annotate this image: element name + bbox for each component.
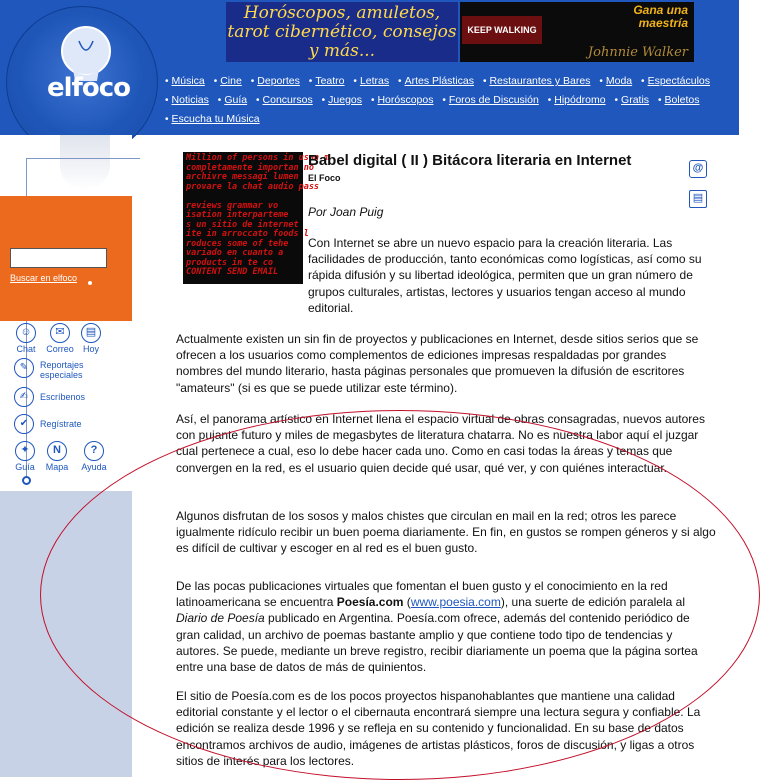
main-navigation [165,72,739,129]
nav-item-wrapper [658,94,706,106]
nav-link[interactable]: Foros de Discusión [448,94,539,106]
email-article-icon[interactable]: @ [689,160,707,178]
search-input[interactable] [10,248,107,268]
correo-label: Correo [46,344,74,354]
nav-link[interactable]: Noticias [171,94,209,106]
article-paragraph: Así, el panorama artístico en Internet llena el espacio virtual de obras consagradas, nuevos autores con pujante futuro y miles de megasbytes de literatura chatarra. No es nuestra labor aquí el juzgar cual pertenece a cual, eso lo debe hacer cada uno. Como en casi todas la áreas y temas que convergen en la red, es el usuario quien decide qué usar, qué ver, y con quiénes interactuar. [176,412,705,475]
nav-item-wrapper [309,75,351,87]
nav-item-wrapper [214,75,248,87]
nav-link[interactable]: Hipódromo [554,94,606,106]
image-text-line: products in te co [186,257,273,268]
nav-item-wrapper [218,94,253,106]
nav-link[interactable]: Artes Plásticas [404,75,475,87]
bulb-shadow [60,135,110,190]
chat-tool[interactable] [14,323,38,354]
paragraph-text: ), una suerte de edición paralela al [500,595,685,610]
map-icon: N [47,441,67,461]
nav-item-wrapper [251,75,306,87]
image-text-line: variado en cuanto a [186,248,284,258]
registrate-label: Regístrate [40,419,82,429]
nav-bullet: • [256,95,260,106]
paragraph-text: publicado en Argentina. Poesía.com ofrece, además del contenido periódico de gran calidad, un archivo de poemas bastante amplio y que contiene todo tipo de tendencias y autores. Se puede, mediante un breve registro, recibir diariamente un poema que la página sortea entre una base de datos de más de quinientos. [176,611,698,675]
article-title: Babel digital ( II ) Bitácora literaria en Internet [308,152,632,169]
sidebar-end-dot [22,476,31,485]
nav-item-wrapper [353,75,395,87]
nav-item-wrapper [548,94,612,106]
poesia-link[interactable]: www.poesia.com [410,595,501,610]
write-icon: ✍ [14,387,34,407]
reports-icon: ✎ [14,358,34,378]
nav-item-wrapper [442,94,544,106]
poesia-name: Poesía.com [336,595,404,610]
nav-link[interactable]: Guía [224,94,248,106]
ayuda-tool[interactable] [78,441,110,472]
mapa-label: Mapa [45,462,69,472]
nav-bullet: • [165,95,169,106]
article-paragraph: Actualmente existen un sin fin de proyectos y publicaciones en Internet, desde sitios serios que se ofrecen a los usuarios como complementos de ediciones impresas respaldadas por grandes nombres del mundo literario, hasta páginas personales que promueven la difusión de escritores "amateurs" (si es que se puede utilizar este término). [176,332,699,395]
nav-link[interactable]: Espectáculos [647,75,711,87]
nav-bullet: • [482,76,487,87]
image-text-line: roduces some of tehe [186,238,289,249]
registrate-tool[interactable] [14,414,124,436]
keep-walking-label: KEEP WALKING [462,16,542,44]
hoy-tool[interactable] [80,323,102,354]
nav-bullet: • [398,76,402,87]
image-text-line: archivre messagi lumen [186,172,299,182]
correo-tool[interactable] [44,323,76,354]
escribenos-tool[interactable] [14,387,124,409]
image-text-line: Million of persons in usan m [186,153,330,163]
escribenos-label: Escríbenos [40,392,86,402]
nav-link[interactable]: Concursos [262,94,313,106]
nav-item-wrapper [256,94,319,106]
nav-bullet: • [641,76,645,87]
article-source: El Foco [308,173,341,183]
nav-bullet: • [614,95,619,106]
logo-text: elfoco [47,73,130,103]
nav-bullet: • [321,95,326,106]
chat-icon: ☺ [16,323,36,343]
nav-item-wrapper [599,75,638,87]
nav-link[interactable]: Cine [220,75,242,87]
nav-bullet: • [657,95,662,106]
image-text-line: provare la chat audio pass [186,181,320,192]
horoscope-banner-ad[interactable]: Horóscopos, amuletos, tarot cibernético, consejos y más... [227,3,457,61]
jw-brand: Johnnie Walker [587,45,688,60]
lightbulb-icon [51,19,121,119]
guia-label: Guía [15,462,35,472]
reportajes-label: Reportajes especiales [40,360,84,380]
nav-item-wrapper [483,75,596,87]
calendar-icon: ▤ [81,323,101,343]
nav-bullet: • [308,76,313,87]
nav-bullet: • [250,76,255,87]
image-text-line: completamente importan no [186,162,314,173]
nav-item-wrapper [165,113,266,125]
nav-link[interactable]: Escucha tu Música [171,113,260,125]
paragraph-text: De las pocas publicaciones virtuales que fomentan el buen gusto y el conocimiento en la red latinoamericana se encuentra [176,579,668,610]
nav-link[interactable]: Horóscopos [377,94,434,106]
nav-bullet: • [599,76,603,87]
nav-item-wrapper [165,94,215,106]
nav-bullet: • [353,76,357,87]
nav-link[interactable]: Deportes [257,75,300,87]
nav-bullet: • [165,76,169,87]
nav-link[interactable]: Teatro [315,75,345,87]
image-text-line: CONTENT SEND EMAIL [186,267,279,277]
image-text-line: reviews grammar vo [186,200,279,211]
nav-link[interactable]: Letras [359,75,390,87]
nav-item-wrapper [165,75,211,87]
diario-title: Diario de Poesía [176,611,265,626]
left-sidebar [0,135,132,777]
mail-icon: ✉ [50,323,70,343]
article-paragraph: Con Internet se abre un nuevo espacio para la creación literaria. Las facilidades de producción, tanto económicas como logísticas, así como su rápida difusión y su libertad ideológica, permiten que un gran número de grupos culturales, artistas, lectores y usuarios tengan acceso al mundo editorial. [308,236,702,315]
image-text-line: isation interparteme [186,210,289,220]
search-link[interactable]: Buscar en elfoco [10,273,78,283]
hoy-label: Hoy [82,344,99,354]
mapa-tool[interactable] [42,441,72,472]
print-icon[interactable]: ▤ [689,190,707,208]
article-paragraph: Algunos disfrutan de los sosos y malos chistes que circulan en mail en la red; otros les parece igualmente ridículo recibir un buen poema diariamente. En fin, en gustos se rompen géneros y si algo es difícil de cultivar y escoger en al red es el buen gusto. [176,509,716,556]
nav-bullet: • [547,95,552,106]
ayuda-label: Ayuda [81,462,107,472]
jw-tagline: Gana una maestría [633,3,688,30]
nav-bullet: • [370,95,375,106]
article-content [132,135,739,777]
reportajes-tool[interactable] [14,358,124,382]
image-text-line: s un sitio de internet [186,219,299,230]
bullet-dot [88,281,92,285]
article-author: Por Joan Puig [308,205,384,219]
nav-bullet: • [165,114,169,125]
nav-link[interactable]: Boletos [664,94,700,106]
paragraph-text: ( [403,595,411,610]
nav-item-wrapper [371,94,440,106]
nav-item-wrapper [398,75,480,87]
nav-bullet: • [442,95,446,106]
compass-icon: ✦ [15,441,35,461]
nav-link[interactable]: Juegos [328,94,363,106]
article-paragraph: El sitio de Poesía.com es de los pocos proyectos hispanohablantes que mantiene una calidad editorial constante y el lector o el cibernauta encontrará siempre una lectura segura y confiable. La edición se realiza desde 1996 y se refleja en su contenido y funcionalidad. En su base de datos encontramos archivos de audio, imágenes de artistas plásticos, foros de discusión, y ligas a otros sitios de interés para los lectores. [176,689,701,768]
nav-bullet: • [217,95,222,106]
johnnie-walker-banner-ad[interactable] [460,2,694,62]
chat-label: Chat [16,344,36,354]
sidebar-bottom-fill [0,491,132,777]
nav-link[interactable]: Música [171,75,205,87]
guia-tool[interactable] [12,441,38,472]
image-text-line: ite in arroccato foods l [186,229,309,239]
nav-link[interactable]: Moda [605,75,633,87]
nav-link[interactable]: Gratis [621,94,650,106]
nav-link[interactable]: Restaurantes y Bares [489,75,591,87]
article-paragraph [176,578,716,675]
register-icon: ✔ [14,414,34,434]
sidebar-divider [26,158,140,159]
nav-item-wrapper [641,75,716,87]
help-icon: ? [84,441,104,461]
nav-item-wrapper [615,94,656,106]
nav-item-wrapper [322,94,368,106]
nav-bullet: • [213,76,218,87]
